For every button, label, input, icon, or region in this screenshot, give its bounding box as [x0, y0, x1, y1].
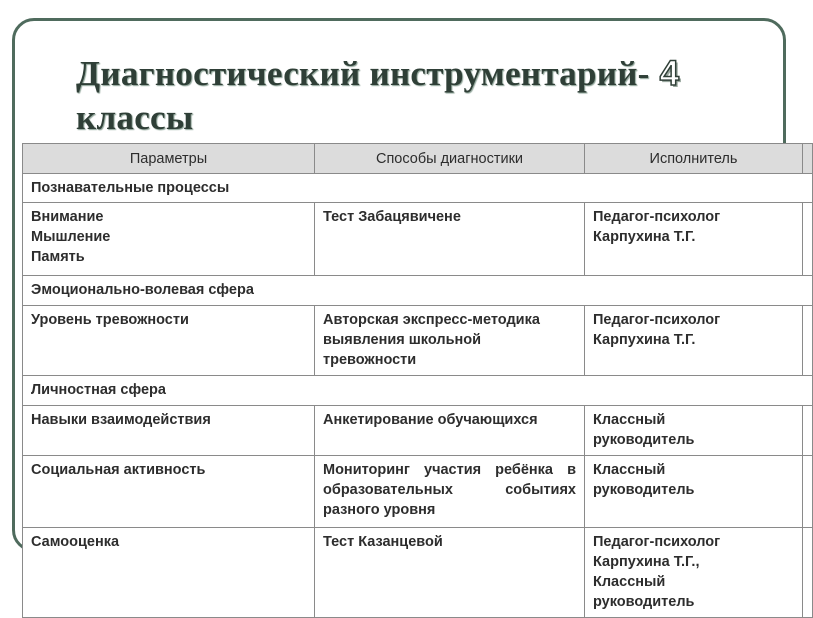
section-row — [23, 376, 813, 406]
title-main: Диагностический инструментарий — [76, 54, 638, 93]
executor-line: Карпухина Т.Г. — [593, 229, 696, 245]
param-cell — [23, 203, 315, 276]
param-cell — [23, 528, 315, 618]
section-title: Личностная сфера — [23, 376, 813, 406]
method-cell: Тест Забацявичене — [315, 203, 585, 276]
param-line: Навыки взаимодействия — [31, 412, 211, 428]
header-methods: Способы диагностики — [315, 144, 585, 174]
executor-line: Педагог-психолог — [593, 209, 721, 225]
method-cell: Тест Казанцевой — [315, 528, 585, 618]
table-row — [23, 306, 813, 376]
param-line: Внимание — [31, 209, 104, 225]
executor-line: Педагог-психолог — [593, 534, 721, 550]
param-cell — [23, 456, 315, 528]
section-row — [23, 174, 813, 203]
executor-line: Педагог-психолог — [593, 312, 721, 328]
executor-line: руководитель — [593, 482, 695, 498]
table-row — [23, 406, 813, 456]
page-title — [76, 52, 756, 140]
param-line: Самооценка — [31, 534, 120, 550]
param-line: Уровень тревожности — [31, 312, 189, 328]
param-cell — [23, 406, 315, 456]
executor-line: руководитель — [593, 432, 695, 448]
title-dash: - — [637, 54, 650, 93]
title-second-line: классы — [76, 98, 194, 137]
table-header-row — [23, 144, 813, 174]
param-line: Память — [31, 249, 85, 265]
diagnostics-table — [22, 143, 813, 618]
executor-line: Классный — [593, 412, 666, 428]
executor-line: Карпухина Т.Г., — [593, 554, 700, 570]
extra-cell — [803, 406, 813, 456]
section-title: Эмоционально-волевая сфера — [23, 276, 813, 306]
method-cell: Мониторинг участия ребёнка в образовательных событиях разного уровня — [315, 456, 585, 528]
executor-cell — [585, 203, 803, 276]
title-grade-number: 4 — [649, 54, 680, 93]
section-row — [23, 276, 813, 306]
extra-cell — [803, 203, 813, 276]
param-cell — [23, 306, 315, 376]
executor-line: Классный — [593, 574, 666, 590]
method-cell: Анкетирование обучающихся — [315, 406, 585, 456]
param-line: Мышление — [31, 229, 111, 245]
executor-line: Карпухина Т.Г. — [593, 332, 696, 348]
section-title: Познавательные процессы — [23, 174, 813, 203]
param-line: Социальная активность — [31, 462, 206, 478]
table-row — [23, 203, 813, 276]
executor-cell — [585, 406, 803, 456]
executor-cell — [585, 528, 803, 618]
executor-line: руководитель — [593, 594, 695, 610]
executor-line: Классный — [593, 462, 666, 478]
method-cell: Авторская экспресс-методика выявления школьной тревожности — [315, 306, 585, 376]
table-row — [23, 456, 813, 528]
extra-cell — [803, 528, 813, 618]
header-parameters: Параметры — [23, 144, 315, 174]
table-row — [23, 528, 813, 618]
extra-cell — [803, 456, 813, 528]
executor-cell — [585, 456, 803, 528]
extra-cell — [803, 306, 813, 376]
header-executor: Исполнитель — [585, 144, 803, 174]
executor-cell — [585, 306, 803, 376]
header-extra — [803, 144, 813, 174]
